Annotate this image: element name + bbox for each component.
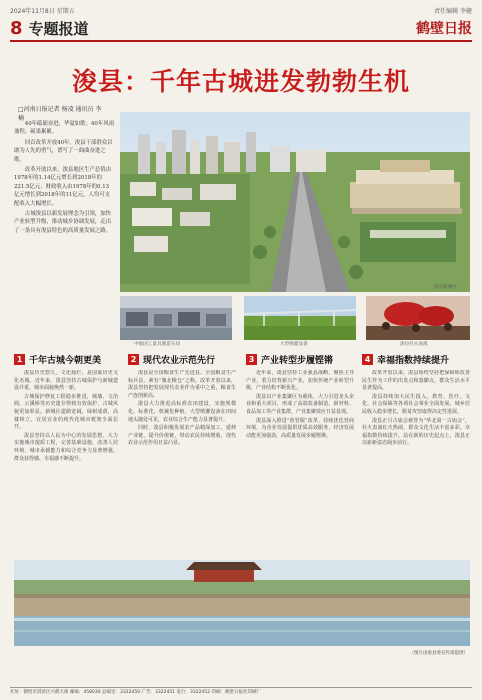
body-paragraph: 古城保护修复工程稳步推进，城墙、文治阁、云溪桥等历史遗存得到有效保护，古城风貌更加彰显。新城区道路宽阔，绿树成荫，高楼林立，宜居宜业的现代化城市框架全面拉开。	[14, 393, 118, 431]
section-4-heading	[362, 352, 470, 366]
section-3-number: 3	[246, 354, 257, 365]
intro-paragraph: 古城浚县以新发展理念为引领，加快产业转型升级，推动城乡协调发展，走出了一条具有浚县特色的高质量发展之路。	[14, 211, 112, 234]
section-title: 专题报道	[28, 19, 89, 38]
photo-credit: （图片由浚县委宣传部提供）	[409, 651, 468, 656]
headline: 浚县：千年古城进发勃勃生机	[71, 67, 410, 96]
section-4-number: 4	[362, 354, 373, 365]
intro-paragraph: 改革开放以来，浚县地区生产总值由1978年的1.14亿元增长到2018年的221.5亿元；财政收入由1978年的0.13亿元增长到2018年的11亿元，人均可支配收入大幅增长。	[14, 167, 112, 207]
body-paragraph: 浚县持续加大民生投入，教育、医疗、文化、社会保障等各项社会事业全面发展，城乡居民收入稳步增长，脱贫攻坚取得决定性进展。	[362, 393, 470, 415]
body-paragraph: 改革开放以来，浚县始终坚持把保障和改善民生作为工作的出发点和落脚点，群众生活水平显著提高。	[362, 370, 470, 392]
page-footer: 社址：鹤壁市淇滨区兴鹤大街 邮编：458030 总编室：3322450 广告：3322451 发行：3322452 印刷：鹤壁日报社印刷厂	[10, 687, 472, 698]
section-2-title: 现代农业示范先行	[143, 355, 216, 366]
section-2-heading	[128, 352, 232, 366]
body-paragraph: 浚县深入推进“放管服”改革，持续优化营商环境，为企业发展提供优质高效服务，经济发展动能更加强劲，高质量发展步履铿锵。	[246, 417, 354, 439]
main-photo-caption: 浚县新城区	[434, 285, 457, 290]
section-2-number: 2	[128, 354, 139, 365]
section-3-title: 产业转型步履铿锵	[261, 355, 334, 366]
responsible-editor: 责任编辑 李健	[434, 7, 472, 15]
section-1-title: 千年古城今朝更美	[29, 355, 102, 366]
section-2-body	[128, 370, 236, 560]
section-1-heading	[14, 352, 118, 366]
factory-caption: 中航国工量具制造车间	[134, 342, 180, 347]
body-paragraph: 浚县正月古庙会被誉为“华北第一古庙会”，社火表演红火热闹，群众文化生活丰富多彩，幸福指数持续提升。站在新的历史起点上，浚县正以崭新姿态阔步前行。	[362, 417, 470, 447]
intro-text	[14, 120, 114, 290]
body-paragraph: 浚县坚持以人民为中心的发展思想，大力实施城市提质工程，完善基础设施，改善人居环境，城市承载能力和综合竞争力显著增强，群众获得感、幸福感不断提升。	[14, 432, 118, 462]
intro-paragraph: 回首改革开放40年，浚县干部群众以敢为人先的勇气，谱写了一曲曲奋进之歌。	[14, 139, 113, 163]
section-4-title: 幸福指数持续提升	[377, 355, 450, 366]
section-3-heading	[246, 352, 350, 366]
city-wall-photo	[14, 560, 470, 646]
main-city-photo	[120, 112, 470, 292]
body-paragraph: 浚县是全国粮食生产先进县、全国粮食生产标兵县，素有“豫北粮仓”之称。改革开放以来，浚县坚持把发展现代农业作为重中之重，粮食生产连创新高。	[128, 370, 236, 399]
parade-caption: 浚县社火表演	[400, 342, 428, 347]
section-4-body	[362, 370, 470, 560]
intro-paragraph: 40年砥砺奋进，华夏如歌；40年风雨兼程，硕果累累。	[14, 121, 114, 136]
parade-photo	[366, 296, 470, 340]
page-header	[10, 16, 472, 42]
body-paragraph: 浚县历史悠久，文化灿烂，是国家历史文化名城。近年来，浚县坚持古城保护与新城建设并重，城市面貌焕然一新。	[14, 370, 118, 392]
section-1-number: 1	[14, 354, 25, 365]
factory-photo	[120, 296, 232, 340]
body-paragraph: 浚县大力推进高标准农田建设，实施规模化、标准化、机械化种植，大型喷灌设备在田间地头随处可见，农业综合生产能力显著提升。	[128, 401, 236, 423]
byline: □河南日报记者 杨凌 通讯员 李楠	[18, 106, 102, 122]
body-paragraph: 同时，浚县积极发展农产品精深加工，延伸产业链，提升价值链，带动农民持续增收，现代农业示范作用日益凸显。	[128, 425, 236, 447]
top-info-bar	[10, 4, 472, 16]
page-number: 8	[10, 17, 23, 39]
section-3-body	[246, 370, 354, 560]
body-paragraph: 近年来，浚县坚持工业强县战略，聚焦主导产业，着力培育新兴产业，加快传统产业转型升级，产业结构不断优化。	[246, 370, 354, 392]
newspaper-logo: 鹤壁日报	[416, 21, 472, 37]
irrigation-photo	[244, 296, 356, 340]
irrigation-caption: 大型喷灌设备	[280, 342, 308, 347]
body-paragraph: 浚县以产业集聚区为载体，大力引进龙头企业和重大项目，形成了高端装备制造、新材料、食品加工等产业集群，产业集聚效应日益显现。	[246, 393, 354, 415]
issue-date: 2024年11月8日 星期五	[10, 7, 75, 15]
section-1-body	[14, 370, 118, 560]
